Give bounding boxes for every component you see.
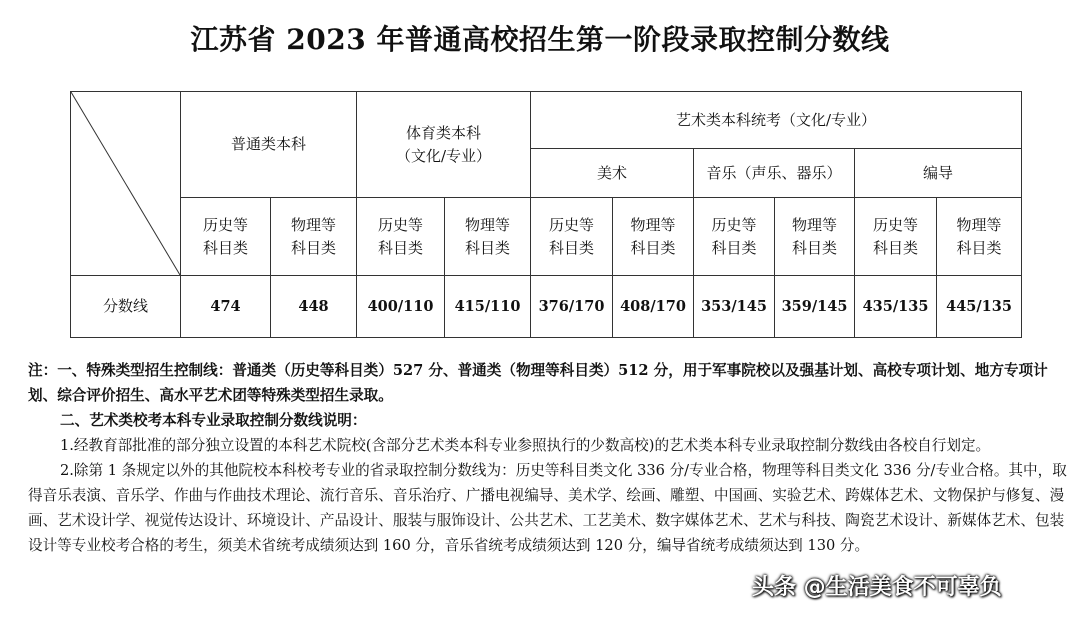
header-arts: 艺术类本科统考（文化/专业） xyxy=(531,92,1022,149)
score-cell: 415/110 xyxy=(445,276,531,338)
score-cell: 445/135 xyxy=(937,276,1022,338)
header-sports xyxy=(357,92,531,198)
note-2: 二、艺术类校考本科专业录取控制分数线说明： xyxy=(60,412,367,429)
note-3: 1.经教育部批准的部分独立设置的本科艺术院校(含部分艺术类本科专业参照执行的少数高校)的艺术类本科专业录取控制分数线由各校自行划定。 xyxy=(60,437,991,454)
col-header-history: 历史等 科目类 xyxy=(855,198,937,276)
col-header-history: 历史等 科目类 xyxy=(694,198,775,276)
col-header-physics: 物理等 科目类 xyxy=(445,198,531,276)
header-fine-arts: 美术 xyxy=(531,149,694,198)
col-header-history: 历史等 科目类 xyxy=(181,198,271,276)
col-header-physics: 物理等 科目类 xyxy=(271,198,357,276)
score-cell: 400/110 xyxy=(357,276,445,338)
diagonal-line xyxy=(71,92,180,275)
col-header-history: 历史等 科目类 xyxy=(357,198,445,276)
notes-section xyxy=(28,358,1068,558)
score-table xyxy=(70,91,1022,338)
col-header-physics: 物理等 科目类 xyxy=(775,198,855,276)
diagonal-header-cell xyxy=(71,92,181,276)
header-music: 音乐（声乐、器乐） xyxy=(694,149,855,198)
col-header-history: 历史等 科目类 xyxy=(531,198,613,276)
header-sports-line1: 体育类本科 xyxy=(406,123,482,142)
score-cell: 474 xyxy=(181,276,271,338)
score-cell: 435/135 xyxy=(855,276,937,338)
header-general: 普通类本科 xyxy=(181,92,357,198)
header-directing: 编导 xyxy=(855,149,1022,198)
watermark: 头条 @生活美食不可辜负 xyxy=(752,575,1002,600)
note-4: 2.除第 1 条规定以外的其他院校本科校考专业的省录取控制分数线为：历史等科目类文化 336 分/专业合格，物理等科目类文化 336 分/专业合格。其中，取得音乐表演、音乐学、作曲与作曲技术理论、流行音乐、音乐治疗、广播电视编导、美术学、绘画、雕塑、中国画、实验艺术、跨媒体艺术、文物保护与修复、漫画、艺术设计学、视觉传达设计、环境设计、产品设计、服装与服饰设计、公共艺术、工艺美术、数字媒体艺术、艺术与科技、陶瓷艺术设计、新媒体艺术、包装设计等专业校考合格的考生，须美术省统考成绩须达到 160 分，音乐省统考成绩须达到 120 分，编导省统考成绩须达到 130 分。 xyxy=(28,462,1067,554)
header-sports-line2: （文化/专业） xyxy=(395,146,492,165)
score-cell: 448 xyxy=(271,276,357,338)
col-header-physics: 物理等 科目类 xyxy=(937,198,1022,276)
row-label-score: 分数线 xyxy=(71,276,181,338)
score-cell: 408/170 xyxy=(613,276,694,338)
score-cell: 376/170 xyxy=(531,276,613,338)
score-cell: 353/145 xyxy=(694,276,775,338)
score-cell: 359/145 xyxy=(775,276,855,338)
note-1: 注：一、特殊类型招生控制线：普通类（历史等科目类）527 分、普通类（物理等科目类）512 分，用于军事院校以及强基计划、高校专项计划、地方专项计划、综合评价招生、高水平艺术团等特殊类型招生录取。 xyxy=(28,362,1048,404)
page-title: 江苏省 2023 年普通高校招生第一阶段录取控制分数线 xyxy=(190,23,890,56)
col-header-physics: 物理等 科目类 xyxy=(613,198,694,276)
